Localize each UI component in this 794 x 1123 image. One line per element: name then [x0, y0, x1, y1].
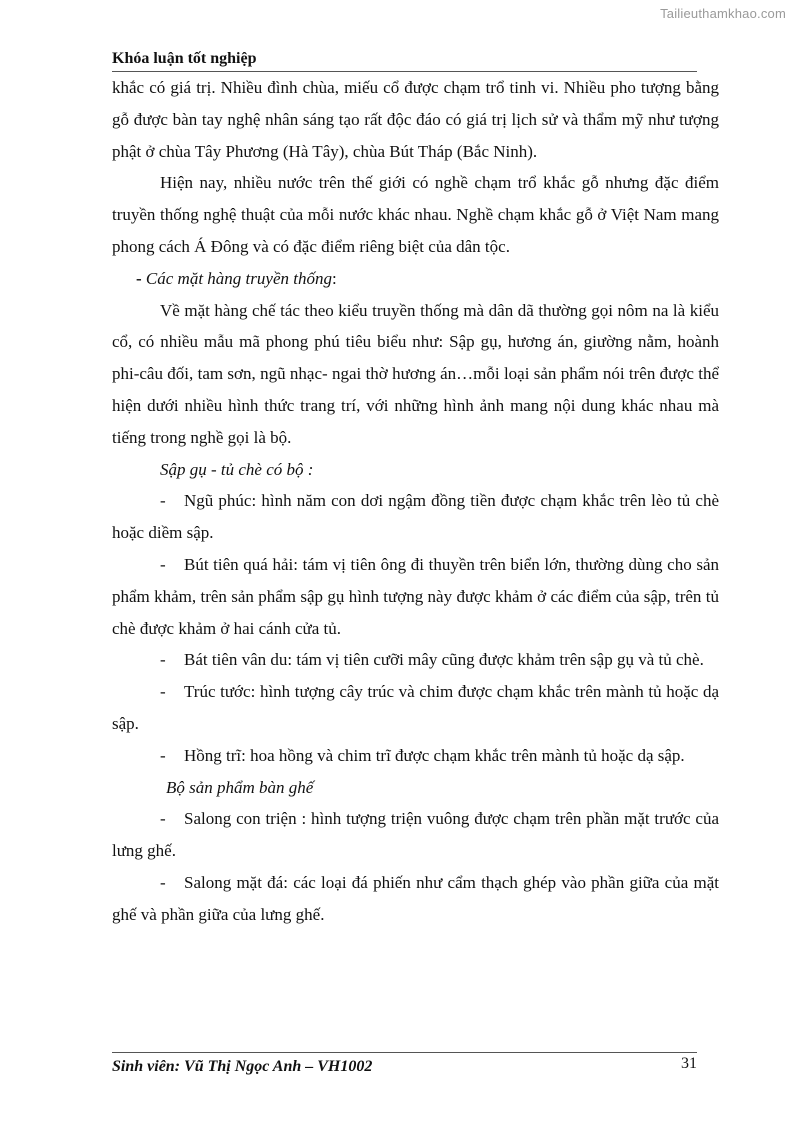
- list-item: [112, 740, 719, 772]
- page-header: [112, 50, 697, 72]
- list-dash: -: [160, 650, 166, 670]
- list-dash: -: [160, 554, 166, 574]
- section-title: Các mặt hàng truyền thống: [145, 268, 332, 288]
- list-item-text: Ngũ phúc: hình năm con dơi ngậm đồng tiền được chạm khắc trên lèo tủ chè hoặc diềm sập.: [112, 491, 719, 543]
- list-dash: -: [160, 682, 166, 702]
- list-item-text: Salong mặt đá: các loại đá phiến như cẩm thạch ghép vào phần giữa của mặt ghế và phần giữa của lưng ghế.: [112, 872, 719, 924]
- list-item-text: Bát tiên vân du: tám vị tiên cưỡi mây cũng được khảm trên sập gụ và tủ chè.: [184, 650, 704, 670]
- section-dash: -: [136, 268, 142, 288]
- document-body: [112, 72, 719, 931]
- list-item-text: Trúc tước: hình tượng cây trúc và chim được chạm khắc trên mành tủ hoặc dạ sập.: [112, 682, 719, 733]
- list-item: [112, 803, 719, 867]
- page-number: 31: [681, 1055, 697, 1072]
- list-item: [112, 549, 719, 644]
- watermark: Tailieuthamkhao.com: [660, 6, 786, 21]
- list-item-text: Bút tiên quá hải: tám vị tiên ông đi thuyền trên biển lớn, thường dùng cho sản phẩm khảm, trên sản phẩm sập gụ hình tượng này được khảm ở các điểm của sập, trên tủ chè được khảm ở hai cánh cửa tủ.: [112, 554, 719, 638]
- list-item: [112, 485, 719, 549]
- list-item: [112, 867, 719, 931]
- header-title: Khóa luận tốt nghiệp: [112, 50, 257, 67]
- list-item: [112, 644, 719, 676]
- page-footer: [112, 1052, 697, 1081]
- list-dash: -: [160, 745, 166, 765]
- paragraph: Hiện nay, nhiều nước trên thế giới có nghề chạm trổ khắc gỗ nhưng đặc điểm truyền thống nghệ thuật của mỗi nước khác nhau. Nghề chạm khắc gỗ ở Việt Nam mang phong cách Á Đông và có đặc điểm riêng biệt của dân tộc.: [112, 173, 719, 256]
- list-dash: -: [160, 872, 166, 892]
- paragraph: Về mặt hàng chế tác theo kiểu truyền thống mà dân dã thường gọi nôm na là kiểu cổ, có nhiều mẫu mã phong phú tiêu biểu như: Sập gụ, hương án, giường nằm, hoành phi-câu đối, tam sơn, ngũ nhạc- ngai thờ hương án…mỗi loại sản phẩm nói trên được thể hiện dưới nhiều hình thức trang trí, với những hình ảnh mang nội dung khác nhau mà tiếng trong nghề gọi là bộ.: [112, 300, 719, 447]
- sub-heading: Bộ sản phẩm bàn ghế: [166, 777, 314, 797]
- list-dash: -: [160, 491, 166, 511]
- paragraph: khắc có giá trị. Nhiều đình chùa, miếu cổ được chạm trổ tinh vi. Nhiều pho tượng bằng gỗ được bàn tay nghệ nhân sáng tạo rất độc đáo có giá trị lịch sử và thẩm mỹ như tượng phật ở chùa Tây Phương (Hà Tây), chùa Bút Tháp (Bắc Ninh).: [112, 78, 719, 161]
- list-dash: -: [160, 809, 166, 829]
- section-colon: :: [331, 268, 337, 288]
- list-item: [112, 676, 719, 740]
- sub-heading: Sập gụ - tủ chè có bộ :: [160, 459, 314, 479]
- section-heading: [112, 263, 719, 295]
- footer-student: Sinh viên: Vũ Thị Ngọc Anh – VH1002: [112, 1058, 373, 1075]
- list-item-text: Salong con triện : hình tượng triện vuông được chạm trên phần mặt trước của lưng ghế.: [112, 809, 719, 861]
- list-item-text: Hồng trĩ: hoa hồng và chim trĩ được chạm khắc trên mành tủ hoặc dạ sập.: [184, 745, 685, 765]
